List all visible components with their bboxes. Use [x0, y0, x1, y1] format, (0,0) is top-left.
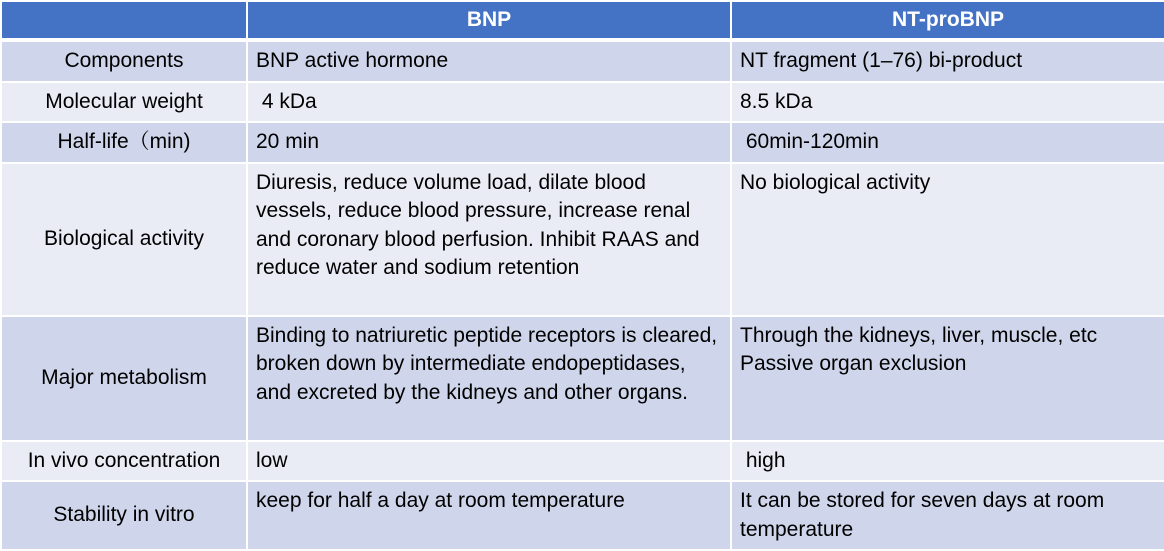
ntprobnp-cell: No biological activity — [731, 163, 1164, 316]
table-row — [1, 163, 1164, 316]
bnp-cell: Binding to natriuretic peptide receptors is cleared, broken down by intermediate endopeptidases, and excreted by the kidneys and other organs. — [247, 316, 731, 441]
row-label: In vivo concentration — [1, 441, 247, 482]
header-bnp: BNP — [247, 1, 731, 40]
table-row — [1, 316, 1164, 441]
row-label: Half-life（min) — [1, 122, 247, 163]
ntprobnp-cell: It can be stored for seven days at room temperature — [731, 481, 1164, 550]
header-row — [1, 1, 1164, 40]
table-row — [1, 40, 1164, 82]
ntprobnp-cell: NT fragment (1–76) bi-product — [731, 40, 1164, 82]
ntprobnp-cell: 60min-120min — [731, 122, 1164, 163]
ntprobnp-cell: 8.5 kDa — [731, 82, 1164, 123]
table-row — [1, 82, 1164, 123]
ntprobnp-cell: high — [731, 441, 1164, 482]
bnp-cell: low — [247, 441, 731, 482]
header-empty — [1, 1, 247, 40]
row-label: Molecular weight — [1, 82, 247, 123]
row-label: Biological activity — [1, 163, 247, 316]
ntprobnp-cell: Through the kidneys, liver, muscle, etc Passive organ exclusion — [731, 316, 1164, 441]
bnp-cell: BNP active hormone — [247, 40, 731, 82]
row-label: Major metabolism — [1, 316, 247, 441]
table-row — [1, 481, 1164, 550]
table-row — [1, 441, 1164, 482]
bnp-cell: Diuresis, reduce volume load, dilate blood vessels, reduce blood pressure, increase renal and coronary blood perfusion. Inhibit RAAS and reduce water and sodium retention — [247, 163, 731, 316]
bnp-cell: keep for half a day at room temperature — [247, 481, 731, 550]
bnp-cell: 20 min — [247, 122, 731, 163]
row-label: Stability in vitro — [1, 481, 247, 550]
table-row — [1, 122, 1164, 163]
row-label: Components — [1, 40, 247, 82]
header-ntprobnp: NT-proBNP — [731, 1, 1164, 40]
bnp-cell: 4 kDa — [247, 82, 731, 123]
